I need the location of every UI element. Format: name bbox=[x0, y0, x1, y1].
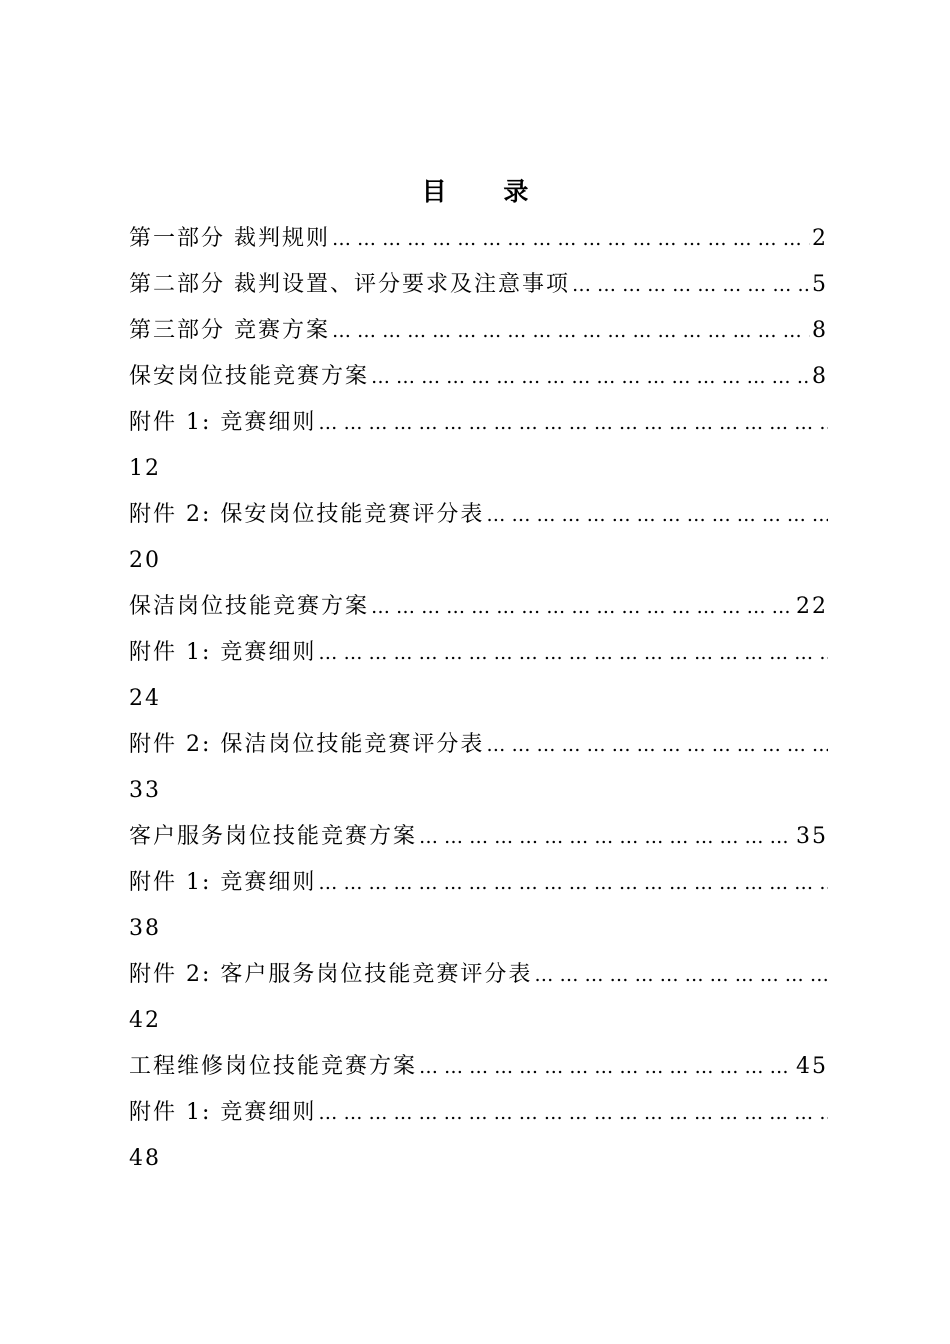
dot-leader bbox=[318, 630, 828, 676]
toc-entry-page: 8 bbox=[812, 364, 828, 389]
toc-entry-page: 33 bbox=[129, 778, 161, 803]
dot-leader bbox=[572, 262, 810, 308]
toc-entry-page: 8 bbox=[812, 318, 828, 343]
toc-entry-label: 第二部分 裁判设置、评分要求及注意事项 bbox=[129, 272, 570, 297]
toc-entry-label: 附件 2: 客户服务岗位技能竞赛评分表 bbox=[129, 962, 533, 987]
toc-entry[interactable] bbox=[129, 1090, 828, 1136]
toc-entry[interactable] bbox=[129, 262, 828, 308]
toc-entry-page: 42 bbox=[129, 1008, 161, 1033]
table-of-contents bbox=[129, 216, 828, 1182]
toc-entry[interactable] bbox=[129, 630, 828, 676]
dot-leader bbox=[371, 354, 810, 400]
dot-leader bbox=[318, 1090, 828, 1136]
dot-leader bbox=[419, 1044, 794, 1090]
toc-entry-label: 附件 1: 竞赛细则 bbox=[129, 640, 317, 665]
dot-leader bbox=[318, 400, 828, 446]
toc-entry[interactable] bbox=[129, 1044, 828, 1090]
dot-leader bbox=[332, 216, 810, 262]
dot-leader bbox=[371, 584, 794, 630]
toc-entry-page: 38 bbox=[129, 916, 161, 941]
toc-entry[interactable] bbox=[129, 354, 828, 400]
toc-entry[interactable] bbox=[129, 400, 828, 446]
toc-entry-page: 24 bbox=[129, 686, 161, 711]
toc-entry-label: 第一部分 裁判规则 bbox=[129, 226, 330, 251]
toc-entry-label: 附件 1: 竞赛细则 bbox=[129, 410, 317, 435]
toc-entry-page: 5 bbox=[812, 272, 828, 297]
dot-leader bbox=[419, 814, 794, 860]
dot-leader bbox=[332, 308, 810, 354]
toc-entry-label: 附件 2: 保安岗位技能竞赛评分表 bbox=[129, 502, 485, 527]
page-title: 目 录 bbox=[421, 177, 553, 206]
toc-entry[interactable] bbox=[129, 952, 828, 998]
toc-entry-label: 第三部分 竞赛方案 bbox=[129, 318, 330, 343]
toc-entry-page: 48 bbox=[129, 1146, 161, 1171]
toc-entry-label: 附件 1: 竞赛细则 bbox=[129, 870, 317, 895]
toc-entry-label: 附件 1: 竞赛细则 bbox=[129, 1100, 317, 1125]
toc-entry[interactable] bbox=[129, 216, 828, 262]
toc-entry-page: 22 bbox=[796, 594, 828, 619]
toc-entry-label: 保安岗位技能竞赛方案 bbox=[129, 364, 370, 389]
dot-leader bbox=[318, 860, 828, 906]
toc-entry-label: 保洁岗位技能竞赛方案 bbox=[129, 594, 370, 619]
toc-entry-page: 45 bbox=[796, 1054, 828, 1079]
toc-entry[interactable] bbox=[129, 814, 828, 860]
toc-entry-label: 附件 2: 保洁岗位技能竞赛评分表 bbox=[129, 732, 485, 757]
toc-entry-page: 35 bbox=[796, 824, 828, 849]
toc-entry[interactable] bbox=[129, 492, 828, 538]
toc-entry[interactable] bbox=[129, 860, 828, 906]
toc-entry-label: 工程维修岗位技能竞赛方案 bbox=[129, 1054, 418, 1079]
toc-entry[interactable] bbox=[129, 722, 828, 768]
toc-entry[interactable] bbox=[129, 584, 828, 630]
toc-entry-page: 20 bbox=[129, 548, 161, 573]
toc-entry-page: 12 bbox=[129, 456, 161, 481]
dot-leader bbox=[534, 952, 828, 998]
toc-entry[interactable] bbox=[129, 308, 828, 354]
dot-leader bbox=[486, 722, 828, 768]
toc-entry-label: 客户服务岗位技能竞赛方案 bbox=[129, 824, 418, 849]
toc-entry-page: 2 bbox=[812, 226, 828, 251]
dot-leader bbox=[486, 492, 828, 538]
